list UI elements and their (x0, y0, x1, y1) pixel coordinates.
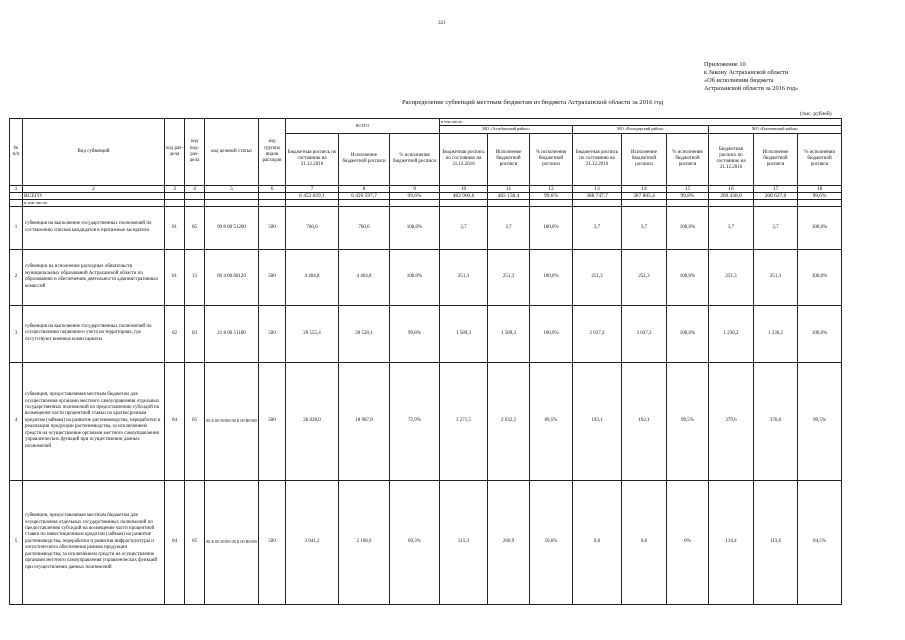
row-value: 100,0% (798, 249, 842, 305)
column-number: 16 (709, 185, 754, 192)
column-number: 10 (440, 185, 488, 192)
column-number: 4 (185, 185, 205, 192)
row-value: 3 271,5 (440, 362, 488, 480)
row-number: 5 (10, 480, 23, 604)
row-value: 20 555,4 (286, 305, 339, 362)
row-value: 760,6 (339, 206, 390, 249)
row-value: 100,0% (667, 305, 709, 362)
row-podrazdel: 05 (185, 480, 205, 604)
row-value: 3,7 (488, 206, 530, 249)
row-value: 3,7 (440, 206, 488, 249)
row-value: 99,5% (798, 362, 842, 480)
row-value: 251,3 (622, 249, 667, 305)
total-value: 99,6% (530, 192, 573, 199)
row-target: 99 8 00 51200 (205, 206, 259, 249)
row-razdel: 01 (165, 249, 185, 305)
header-mo-volodarsky: МО «Володарский район» (573, 126, 709, 133)
header-target: код целевой статьи (205, 119, 259, 186)
row-value: 100,0% (798, 206, 842, 249)
appendix-block (704, 61, 798, 93)
total-value: 482 158,4 (488, 192, 530, 199)
row-value: 3 037,3 (573, 305, 622, 362)
header-exec: Исполнение бюджетной росписи (754, 133, 798, 185)
row-value: 260,9 (488, 480, 530, 604)
total-row (10, 192, 842, 199)
column-number: 14 (622, 185, 667, 192)
column-number: 1 (10, 185, 23, 192)
row-value: 251,3 (754, 249, 798, 305)
column-number: 11 (488, 185, 530, 192)
row-value: 72,9% (390, 362, 440, 480)
row-value: 99,8% (390, 305, 440, 362)
column-number-row (10, 185, 842, 192)
header-podrazdel: код под-раз-дела (185, 119, 205, 186)
row-value: 3,7 (754, 206, 798, 249)
row-value: 251,3 (573, 249, 622, 305)
row-value: 100,0% (530, 249, 573, 305)
row-value: 100,0% (667, 206, 709, 249)
row-podrazdel: 05 (185, 362, 205, 480)
column-number: 12 (530, 185, 573, 192)
row-value: 1 589,3 (440, 305, 488, 362)
row-value: 192,1 (622, 362, 667, 480)
header-total-group: ВСЕГО (286, 119, 440, 134)
header-mo-akhtubinsky: МО «Ахтубинский район» (440, 126, 573, 133)
table-row (10, 249, 842, 305)
header-group: код группы видов расходов (259, 119, 286, 186)
header-in-that: в том числе: (440, 119, 842, 126)
row-value: 251,3 (709, 249, 754, 305)
row-value: 3,7 (709, 206, 754, 249)
row-name: субвенция на выполнение государственных полномочий по составлению списков кандидатов в присяжные заседатели (23, 206, 165, 249)
column-number: 6 (259, 185, 286, 192)
column-number: 5 (205, 185, 259, 192)
row-value: 4 404,8 (339, 249, 390, 305)
row-value: 3 037,3 (622, 305, 667, 362)
row-group: 500 (259, 249, 286, 305)
row-value: 0% (667, 480, 709, 604)
total-value: 99,6% (798, 192, 842, 199)
header-razdel: код раз-дела (165, 119, 185, 186)
row-group: 500 (259, 305, 286, 362)
column-number: 17 (754, 185, 798, 192)
row-podrazdel: 03 (185, 305, 205, 362)
row-name: субвенция, предоставляемая местным бюджетам для осуществления отдельных государственных полномочий по предоставлению субсидий на возмещение части процентной ставки по инвестиционным кредитам (займам) на развитие растениеводства, переработки и развития инфраструктуры и логистического обеспечения рынков продукции растениеводства, за исключением средств на осуществление органами местного самоуправления управленческих функций при осуществлении данных полномочий (23, 480, 165, 604)
header-exec: Исполнение бюджетной росписи (488, 133, 530, 185)
row-value: 3,7 (622, 206, 667, 249)
row-razdel: 01 (165, 206, 185, 249)
header-plan: Бюджетная роспись по состоянию на 31.12.2016 (709, 133, 754, 185)
row-value: 100,0% (390, 206, 440, 249)
row-value: 84,5% (798, 480, 842, 604)
row-value: 0,0 (573, 480, 622, 604)
header-pct: % исполнения бюджетной росписи (530, 133, 573, 185)
row-value: 2 032,2 (488, 362, 530, 480)
row-number: 1 (10, 206, 23, 249)
total-value: 208 627,0 (754, 192, 798, 199)
header-pct: % исполнения бюджетной росписи (390, 133, 440, 185)
row-value: 251,3 (488, 249, 530, 305)
total-value: 6 452 029,1 (286, 192, 339, 199)
row-value: 100,0% (667, 249, 709, 305)
header-plan: Бюджетная роспись по состоянию на 31.12.2016 (440, 133, 488, 185)
row-group: 500 (259, 362, 286, 480)
appendix-line-2: к Закону Астраханской области (704, 69, 789, 76)
page-number: 321 (438, 21, 446, 26)
row-value: 113,6 (754, 480, 798, 604)
row-name: субвенции на исполнение расходных обязательств муниципальных образований Астраханской области по образованию и обеспечению деятельности административных комиссий (23, 249, 165, 305)
row-group: 500 (259, 480, 286, 604)
appendix-line-4: Астраханской области за 2016 год» (704, 85, 799, 92)
document-title: Распределение субвенций местным бюджетам из бюджета Астраханской области за 2016 год (402, 99, 664, 106)
row-value: 69,3% (390, 480, 440, 604)
row-name: субвенция на выполнение государственных полномочий по осуществлению первичного учета на территориях, где отсутствуют военные комиссариаты (23, 305, 165, 362)
header-exec: Исполнение бюджетной росписи (622, 133, 667, 185)
column-number: 2 (23, 185, 165, 192)
row-value: 89,5% (530, 362, 573, 480)
table-row (10, 480, 842, 604)
header-exec: Исполнение бюджетной росписи (339, 133, 390, 185)
total-value: 387 805,4 (622, 192, 667, 199)
row-value: 1 236,2 (754, 305, 798, 362)
column-number: 15 (667, 185, 709, 192)
column-number: 7 (286, 185, 339, 192)
header-plan: Бюджетная роспись по состоянию на 31.12.2016 (286, 133, 339, 185)
appendix-line-3: «Об исполнении бюджета (704, 77, 774, 84)
total-value: 209 438,0 (709, 192, 754, 199)
row-group: 500 (259, 206, 286, 249)
subsidy-table (9, 118, 842, 605)
row-target: 86 Б 00 50380 06 Б 00 R0380 (205, 362, 259, 480)
row-value: 4 404,8 (286, 249, 339, 305)
row-value: 3,7 (573, 206, 622, 249)
table-row (10, 305, 842, 362)
row-target: 86 Б 00 50390 06 Б 00 R0390 (205, 480, 259, 604)
row-razdel: 04 (165, 480, 185, 604)
row-value: 100,0% (390, 249, 440, 305)
row-value: 379,6 (709, 362, 754, 480)
row-value: 1 589,3 (488, 305, 530, 362)
row-name: субвенция, предоставляемая местным бюджетам для осуществления органами местного самоуправления отдельных государственных полномочий по предоставлению субсидий на возмещение части процентной ставки по краткосрочным кредитам (займам) на развитие растениеводства, переработки и реализации продукции растениеводства, за исключением средств на осуществление органами местного самоуправления управленческих функций при осуществлении данных полномочий (23, 362, 165, 480)
row-value: 376,6 (754, 362, 798, 480)
total-value: 99,6% (390, 192, 440, 199)
row-value: 26 028,0 (286, 362, 339, 480)
row-razdel: 04 (165, 362, 185, 480)
row-value: 100,0% (798, 305, 842, 362)
row-podrazdel: 13 (185, 249, 205, 305)
column-number: 9 (390, 185, 440, 192)
header-plan: Бюджетная роспись по состоянию на 31.12.2016 (573, 133, 622, 185)
row-value: 193,1 (573, 362, 622, 480)
row-value: 251,3 (440, 249, 488, 305)
total-label: ВСЕГО: (23, 192, 165, 199)
row-value: 50,6% (530, 480, 573, 604)
total-value: 483 960,6 (440, 192, 488, 199)
total-value: 388 747,7 (573, 192, 622, 199)
table-row (10, 206, 842, 249)
appendix-line-1: Приложение 10 (704, 61, 746, 68)
row-value: 3 041,2 (286, 480, 339, 604)
row-podrazdel: 05 (185, 206, 205, 249)
row-value: 99,5% (667, 362, 709, 480)
header-pct: % исполнения бюджетной росписи (798, 133, 842, 185)
header-mo-enotaevsky: МО «Енотаевский район» (709, 126, 842, 133)
row-value: 134,4 (709, 480, 754, 604)
row-value: 1 236,2 (709, 305, 754, 362)
units-label: (тыс. рублей) (800, 111, 832, 117)
row-value: 0,0 (622, 480, 667, 604)
table-row (10, 362, 842, 480)
row-value: 18 987,8 (339, 362, 390, 480)
row-number: 2 (10, 249, 23, 305)
row-value: 100,0% (530, 206, 573, 249)
header-kind: Вид субвенций (23, 119, 165, 186)
column-number: 13 (573, 185, 622, 192)
total-value: 99,8% (667, 192, 709, 199)
column-number: 18 (798, 185, 842, 192)
row-target: 69 4 00 60120 (205, 249, 259, 305)
row-value: 20 520,1 (339, 305, 390, 362)
column-number: 8 (339, 185, 390, 192)
including-row (10, 199, 842, 206)
row-target: 21 8 00 51180 (205, 305, 259, 362)
row-value: 100,0% (530, 305, 573, 362)
row-number: 3 (10, 305, 23, 362)
row-razdel: 02 (165, 305, 185, 362)
row-value: 760,6 (286, 206, 339, 249)
header-pct: % исполнения бюджетной росписи (667, 133, 709, 185)
column-number: 3 (165, 185, 185, 192)
row-value: 2 108,0 (339, 480, 390, 604)
row-number: 4 (10, 362, 23, 480)
total-value: 6 426 597,7 (339, 192, 390, 199)
including-label: в том числе: (23, 199, 165, 206)
header-num: № п/п (10, 119, 23, 186)
row-value: 515,3 (440, 480, 488, 604)
